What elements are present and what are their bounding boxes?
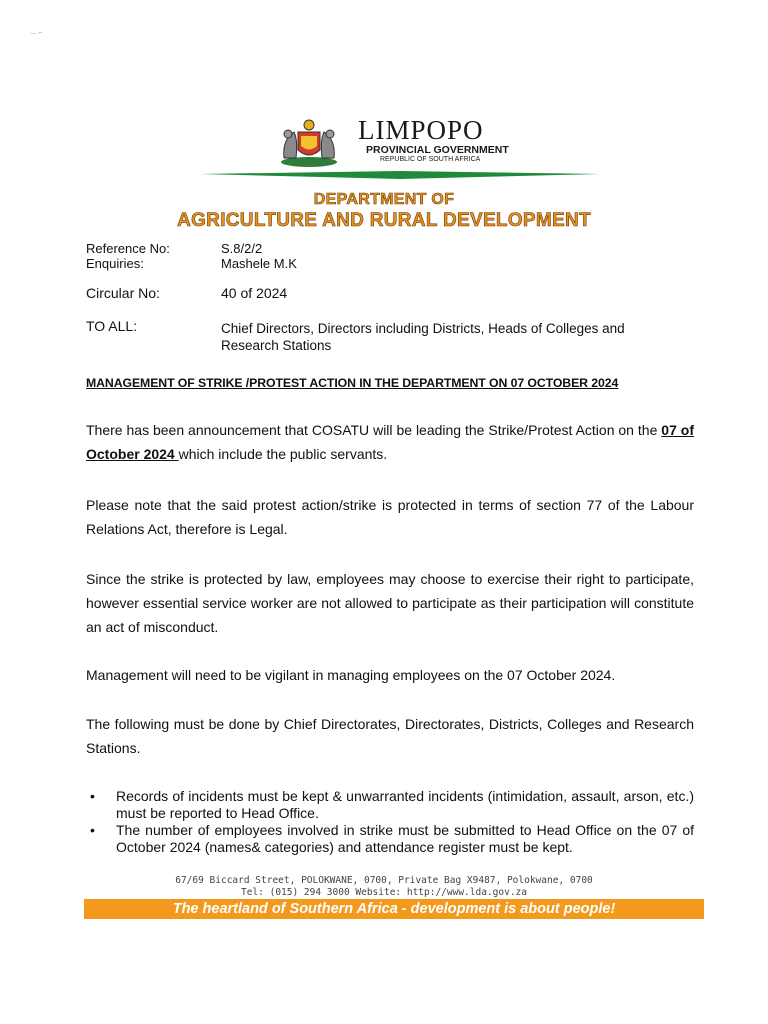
enquiries-value: Mashele M.K bbox=[221, 256, 297, 271]
reference-label: Reference No: bbox=[86, 241, 170, 256]
to-all-value: Chief Directors, Directors including Districts, Heads of Colleges and Research Stations bbox=[221, 321, 625, 353]
footer-address: 67/69 Biccard Street, POLOKWANE, 0700, Private Bag X9487, Polokwane, 0700 bbox=[175, 875, 593, 886]
paragraph-participation: Since the strike is protected by law, employees may choose to exercise their right to participate, however essential service worker are not allowed to participate as their participation will constitute an act of misconduct. bbox=[86, 571, 694, 635]
scan-marks: ·– ~ bbox=[30, 30, 43, 37]
department-title-line1: DEPARTMENT OF bbox=[313, 191, 455, 208]
requirements-list bbox=[90, 788, 694, 856]
reference-value: S.8/2/2 bbox=[221, 241, 263, 256]
to-all-label: TO ALL: bbox=[86, 318, 138, 334]
department-title-line2: AGRICULTURE AND RURAL DEVELOPMENT bbox=[177, 210, 591, 231]
circular-value: 40 of 2024 bbox=[221, 285, 288, 301]
footer-address-block bbox=[0, 875, 768, 899]
enquiries-label: Enquiries: bbox=[86, 256, 144, 271]
footer-contact: Tel: (015) 294 3000 Website: http://www.lda.gov.za bbox=[241, 887, 527, 898]
bullet-icon: • bbox=[90, 788, 95, 804]
republic-label: REPUBLIC OF SOUTH AFRICA bbox=[380, 156, 481, 163]
circular-label: Circular No: bbox=[86, 285, 160, 301]
green-divider bbox=[200, 171, 600, 181]
coat-of-arms-icon bbox=[276, 118, 342, 168]
list-item-text: Records of incidents must be kept & unwarranted incidents (intimidation, assault, arson, etc.) must be reported to Head Office. bbox=[116, 788, 694, 821]
paragraph-announcement-start: There has been announcement that COSATU will be leading the Strike/Protest Action on the bbox=[86, 422, 662, 438]
slogan-text: The heartland of Southern Africa - development is about people! bbox=[172, 901, 616, 917]
bullet-icon: • bbox=[90, 822, 95, 838]
list-item bbox=[90, 822, 694, 856]
paragraph-requirements: The following must be done by Chief Directorates, Directorates, Districts, Colleges and Research Stations. bbox=[86, 716, 694, 756]
paragraph-protected: Please note that the said protest action/strike is protected in terms of section 77 of the Labour Relations Act, therefore is Legal. bbox=[86, 497, 694, 537]
paragraph-vigilance: Management will need to be vigilant in managing employees on the 07 October 2024. bbox=[86, 667, 616, 683]
paragraph-announcement bbox=[86, 418, 694, 466]
list-item-text: The number of employees involved in strike must be submitted to Head Office on the 07 of October 2024 (names& categories) and attendance register must be kept. bbox=[116, 822, 694, 855]
paragraph-announcement-end: which include the public servants. bbox=[178, 446, 388, 462]
strike-date: 07 of October 2024 bbox=[86, 422, 694, 462]
list-item bbox=[90, 788, 694, 822]
province-name: LIMPOPO bbox=[358, 115, 484, 145]
slogan-banner bbox=[84, 899, 704, 919]
provincial-government-label: PROVINCIAL GOVERNMENT bbox=[366, 144, 509, 156]
subject-heading: MANAGEMENT OF STRIKE /PROTEST ACTION IN THE DEPARTMENT ON 07 OCTOBER 2024 bbox=[86, 376, 619, 390]
